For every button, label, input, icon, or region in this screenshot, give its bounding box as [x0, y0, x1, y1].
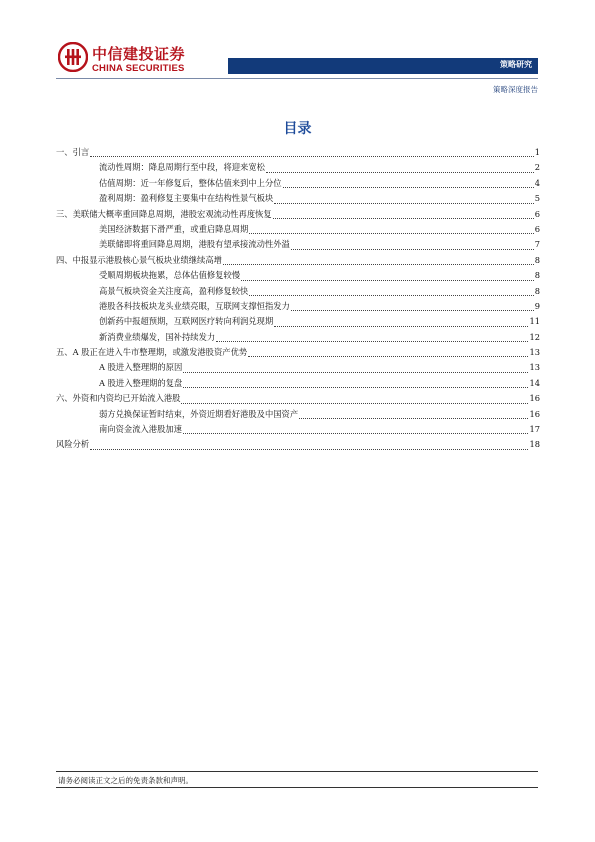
toc-dot-leader	[183, 386, 528, 388]
toc-entry[interactable]	[56, 223, 540, 238]
toc-dot-leader	[248, 355, 528, 357]
toc-entry-text: A 股进入整理期的复盘	[99, 377, 183, 388]
toc-dot-leader	[249, 232, 533, 234]
toc-dot-leader	[181, 402, 528, 404]
toc-entry-text: A 股进入整理期的原因	[99, 362, 183, 373]
toc-entry[interactable]	[56, 315, 540, 330]
toc-entry-text: 新消费业绩爆发，国补持续发力	[99, 331, 216, 342]
toc-entry[interactable]	[56, 208, 540, 223]
section-banner	[228, 58, 538, 74]
toc-dot-leader	[183, 371, 528, 373]
toc-page-number: 18	[529, 439, 540, 450]
company-name-en: CHINA SECURITIES	[92, 63, 185, 74]
footer-disclaimer: 请务必阅读正文之后的免责条款和声明。	[58, 776, 193, 785]
toc-dot-leader	[266, 171, 534, 173]
toc-page-number: 8	[534, 270, 540, 281]
toc-entry[interactable]	[56, 269, 540, 284]
toc-entry-text: 五、A 股正在进入牛市整理期，或激发港股资产优势	[56, 347, 248, 358]
toc-entry-text: 估值周期：近一年修复后，整体估值来到中上分位	[99, 177, 282, 188]
toc-entry[interactable]	[56, 254, 540, 269]
toc-entry[interactable]	[56, 361, 540, 376]
toc-entry-text: 三、美联储大概率重回降息周期，港股宏观流动性再度恢复	[56, 208, 272, 219]
toc-entry[interactable]	[56, 285, 540, 300]
toc-entry[interactable]	[56, 161, 540, 176]
toc-entry[interactable]	[56, 331, 540, 346]
toc-dot-leader	[273, 217, 534, 219]
toc-title: 目录	[283, 121, 312, 137]
toc-dot-leader	[291, 248, 534, 250]
toc-page-number: 8	[534, 254, 540, 265]
toc-page-number: 1	[534, 147, 540, 157]
toc-entry[interactable]	[56, 438, 540, 453]
toc-dot-leader	[274, 325, 528, 327]
toc-entry[interactable]	[56, 346, 540, 361]
toc-page-number: 12	[529, 331, 540, 342]
toc-entry[interactable]	[56, 300, 540, 315]
toc-page-number: 11	[529, 316, 540, 327]
toc-entry[interactable]	[56, 146, 540, 161]
toc-page-number: 14	[529, 377, 540, 388]
toc-entry[interactable]	[56, 423, 540, 438]
toc-page-number: 7	[534, 239, 540, 250]
toc-entry-text: 六、外资和内资均已开始流入港股	[56, 393, 181, 404]
toc-entry-text: 受顺周期板块拖累，总体估值修复较慢	[99, 270, 241, 281]
toc-entry[interactable]	[56, 392, 540, 407]
toc-page-number: 6	[534, 208, 540, 219]
citic-logo-icon	[58, 42, 88, 72]
toc-entry-text: 弱方兑换保证暂时结束，外资近期看好港股及中国资产	[99, 408, 299, 419]
toc-dot-leader	[274, 202, 533, 204]
toc-page-number: 5	[534, 193, 540, 204]
toc-entry-text: 美联储即将重回降息周期，港股有望承接流动性外溢	[99, 239, 290, 250]
toc-entry[interactable]	[56, 238, 540, 253]
toc-entry-text: 港股各科技板块龙头业绩亮眼，互联网支撑恒指发力	[99, 300, 290, 311]
toc-entry-text: 流动性周期：降息周期行至中段，将迎来宽松	[99, 162, 265, 173]
toc-entry[interactable]	[56, 192, 540, 207]
toc-page-number: 6	[534, 223, 540, 234]
toc-entry-text: 美国经济数据下滑严重，或重启降息周期	[99, 223, 249, 234]
toc-dot-leader	[183, 432, 528, 434]
toc-dot-leader	[223, 263, 534, 265]
toc-dot-leader	[299, 417, 528, 419]
toc-dot-leader	[241, 279, 534, 281]
toc-page-number: 2	[534, 162, 540, 173]
page-header	[0, 0, 595, 100]
toc-entry-text: 风险分析	[56, 439, 90, 450]
toc-dot-leader	[90, 448, 528, 450]
toc-dot-leader	[90, 155, 534, 157]
toc-dot-leader	[283, 186, 534, 188]
toc-entry-text: 南向资金流入港股加速	[99, 424, 182, 435]
toc-page-number: 16	[529, 408, 540, 419]
section-label: 策略研究	[500, 60, 532, 69]
toc-page-number: 16	[529, 393, 540, 404]
header-divider	[56, 78, 538, 79]
footer-divider	[56, 771, 538, 772]
toc-page-number: 17	[529, 424, 540, 435]
toc-page-number: 13	[529, 347, 540, 358]
toc-page-number: 8	[534, 285, 540, 296]
company-logo	[58, 42, 233, 78]
footer-divider-bottom	[56, 787, 538, 788]
report-type: 策略深度报告	[493, 85, 538, 94]
toc-page-number: 4	[534, 177, 540, 188]
toc-page-number: 9	[534, 300, 540, 311]
toc-entry-text: 一、引言	[56, 147, 90, 157]
toc-dot-leader	[291, 309, 534, 311]
company-name-cn: 中信建投证券	[92, 45, 186, 63]
toc-entry-text: 盈利周期：盈利修复主要集中在结构性景气板块	[99, 193, 274, 204]
toc-entry[interactable]	[56, 177, 540, 192]
toc-page-number: 13	[529, 362, 540, 373]
toc-entry[interactable]	[56, 408, 540, 423]
toc-dot-leader	[216, 340, 528, 342]
toc-entry-text: 四、中报显示港股核心景气板块业绩继续高增	[56, 254, 222, 265]
toc-entry-text: 创新药中报超预期，互联网医疗转向利润兑现期	[99, 316, 274, 327]
toc-entry-text: 高景气板块资金关注度高，盈利修复较快	[99, 285, 249, 296]
toc-dot-leader	[249, 294, 533, 296]
table-of-contents	[56, 146, 540, 454]
toc-entry[interactable]	[56, 377, 540, 392]
